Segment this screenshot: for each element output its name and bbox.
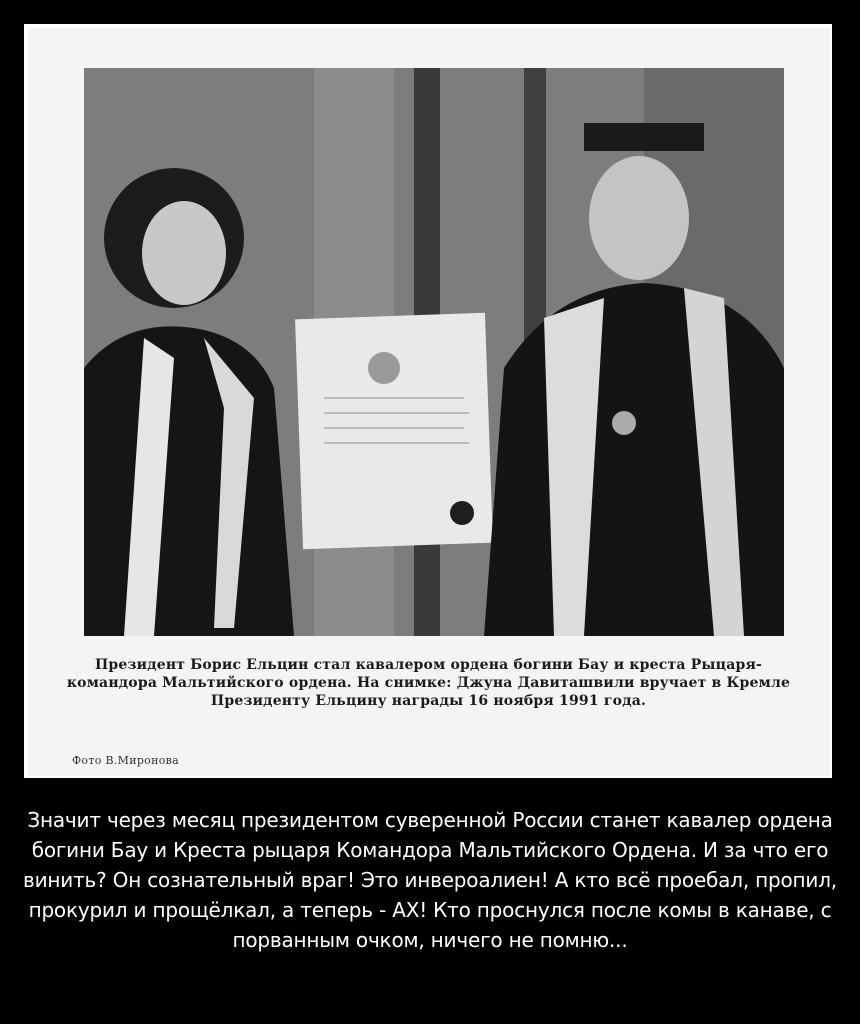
newspaper-clipping [28,28,830,776]
certificate-seal [450,501,474,525]
woman-robe [84,326,294,636]
man-face [589,156,689,280]
medal [612,411,636,435]
newspaper-photo [84,68,784,636]
academic-cap [584,123,704,151]
certificate-emblem [368,352,400,384]
motivational-text: Значит через месяц президентом суверенной России станет кавалер ордена богини Бау и Креста рыцаря Командора Мальтийского Ордена. И за что его винить? Он сознательный враг! Это инвероалиен! А кто всё проебал, пропил, прокурил и прощёлкал, а теперь - АХ! Кто проснулся после комы в канаве, с порванным очком, ничего не помню... [23,808,837,952]
photo-caption: Президент Борис Ельцин стал кавалером ордена богини Бау и креста Рыцаря-командора Мальтийского ордена. На снимке: Джуна Давиташвили вручает в Кремле Президенту Ельцину награды 16 ноября 1991 года. [66,657,791,709]
photo-illustration [84,68,784,636]
photo-credit: Фото В.Миронова [72,754,180,767]
woman-face [142,201,226,305]
